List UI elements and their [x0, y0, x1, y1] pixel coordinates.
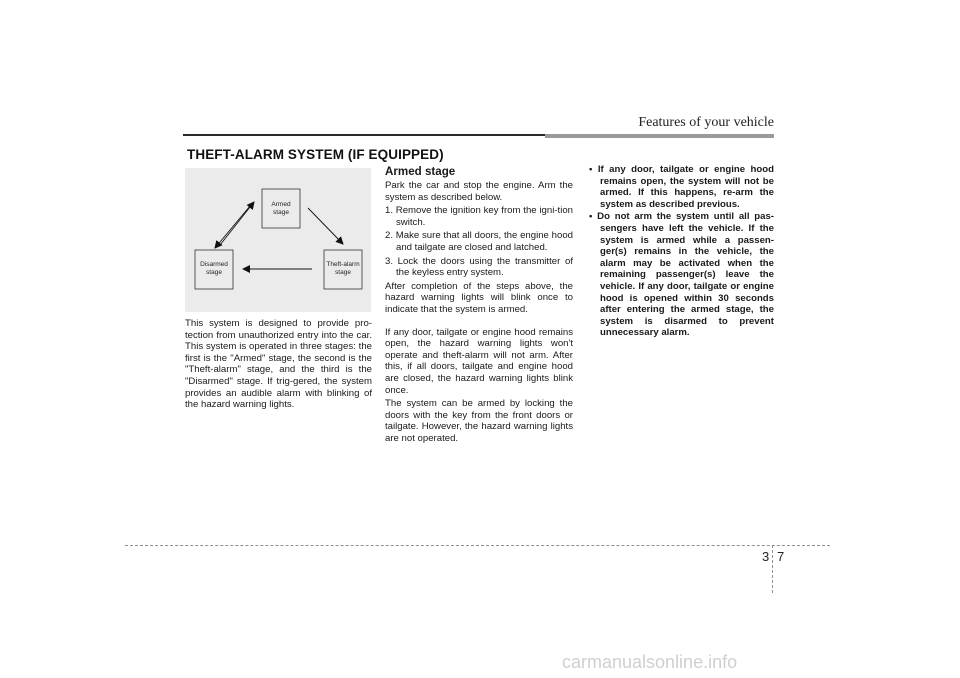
armed-stage-paragraph-3: If any door, tailgate or engine hood remains open, the hazard warning lights won't operate and theft-alarm will not arm. After this, if all doors, tailgate and engine hood are closed, the hazard warning lights blink once. — [385, 326, 573, 396]
warning-bullet-1: • If any door, tailgate or engine hood remains open, the system will not be armed. If this happens, re-arm the system as described previous. — [589, 164, 774, 210]
disarmed-stage-label-2: stage — [206, 269, 222, 276]
armed-stage-paragraph-2: After completion of the steps above, the hazard warning lights will blink once to indicate that the system is armed. — [385, 280, 573, 315]
armed-stage-heading: Armed stage — [385, 165, 456, 178]
theft-alarm-stage-label-2: stage — [335, 269, 351, 276]
page-number: 7 — [777, 549, 785, 564]
header-rule-accent — [545, 134, 774, 138]
arrow-disarmed-to-armed — [220, 202, 254, 245]
warning-bullet-2: • Do not arm the system until all pas-sengers have left the vehicle. If the system is armed while a passen-ger(s) remains in the vehicle, the alarm may be activated when the remaining passenger(s) leave the vehicle. If any door, tailgate or engine hood is opened within 30 seconds after entering the armed stage, the system is disarmed to prevent unnecessary alarm. — [589, 211, 774, 339]
chapter-number: 3 — [762, 549, 770, 564]
arrow-armed-to-disarmed — [215, 206, 250, 248]
column-armed-stage — [385, 164, 573, 444]
footer-rule — [125, 545, 830, 546]
watermark: carmanualsonline.info — [562, 652, 738, 672]
column-intro — [185, 318, 372, 411]
column-warnings — [589, 164, 774, 340]
armed-step-3: 3. Lock the doors using the transmitter of the keyless entry system. — [385, 255, 573, 279]
armed-stage-label-2: stage — [273, 209, 289, 216]
armed-stage-label: Armed — [271, 201, 291, 208]
intro-paragraph: This system is designed to provide pro-tection from unauthorized entry into the car. This system is operated in three stages: the first is the "Armed" stage, the second is the "Theft-alarm" stage, and the third is the "Disarmed" stage. If trig-gered, the system provides an audible alarm with blinking of the hazard warning lights. — [185, 318, 372, 411]
running-header-title: Features of your vehicle — [638, 115, 774, 130]
armed-step-1: 1. Remove the ignition key from the igni-tion switch. — [385, 205, 573, 228]
theft-alarm-stage-label: Theft-alarm — [326, 261, 360, 268]
alarm-stage-diagram — [185, 168, 371, 312]
footer-page-divider — [772, 545, 773, 593]
armed-stage-paragraph-4: The system can be armed by locking the doors with the key from the front doors or tailgate. However, the hazard warning lights are not operated. — [385, 398, 573, 444]
arrow-armed-to-theft-alarm — [308, 208, 343, 244]
armed-step-2: 2. Make sure that all doors, the engine hood and tailgate are closed and latched. — [385, 230, 573, 253]
disarmed-stage-label: Disarmed — [200, 261, 228, 268]
section-title: THEFT-ALARM SYSTEM (IF EQUIPPED) — [187, 147, 444, 162]
armed-stage-paragraph-1: Park the car and stop the engine. Arm the system as described below. — [385, 180, 573, 203]
